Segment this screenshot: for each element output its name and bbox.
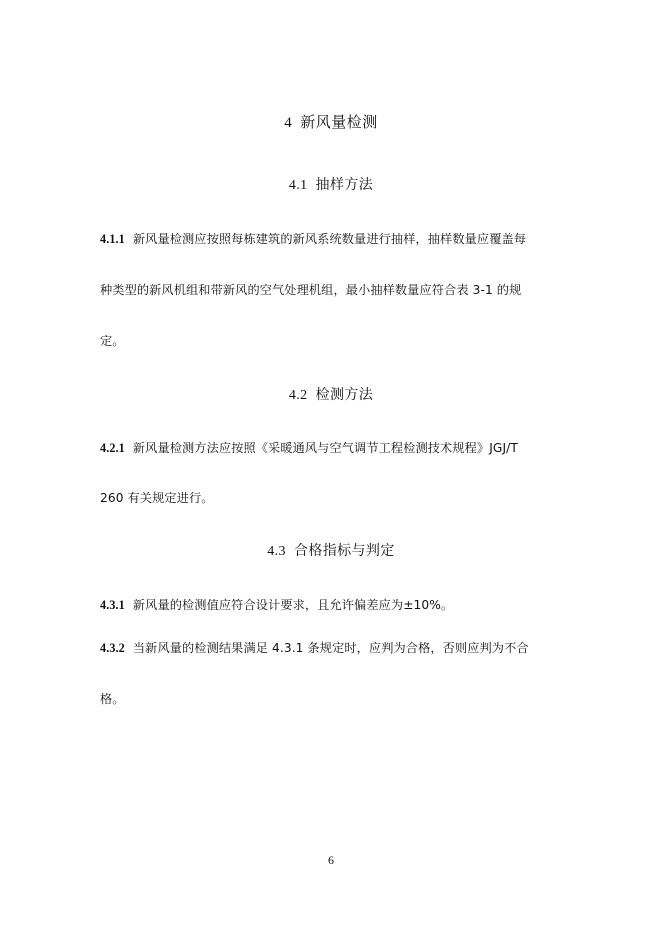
section-title-text: 抽样方法 <box>315 177 374 193</box>
clause-number: 4.2.1 <box>100 441 125 455</box>
clause-number: 4.1.1 <box>100 232 125 246</box>
section-number: 4.2 <box>288 388 308 403</box>
clause-4-1-1-line-2 <box>100 281 562 299</box>
section-title-text: 合格指标与判定 <box>293 543 395 559</box>
clause-text: 260 有关规定进行。 <box>100 491 214 505</box>
clause-4-1-1-line-3 <box>100 332 562 350</box>
section-title-4-1 <box>0 175 662 196</box>
clause-text: 新风量检测应按照每栋建筑的新风系统数量进行抽样，抽样数量应覆盖每 <box>132 232 527 246</box>
chapter-number: 4 <box>284 115 293 131</box>
clause-number: 4.3.2 <box>100 641 125 655</box>
clause-text: 种类型的新风机组和带新风的空气处理机组，最小抽样数量应符合表 3-1 的规 <box>100 283 522 297</box>
clause-4-3-2-line-1 <box>100 639 562 657</box>
chapter-title-text: 新风量检测 <box>300 113 378 131</box>
clause-text: 当新风量的检测结果满足 4.3.1 条规定时，应判为合格，否则应判为不合 <box>132 641 529 655</box>
clause-text: 新风量检测方法应按照《采暖通风与空气调节工程检测技术规程》JGJ/T <box>132 441 518 455</box>
section-title-4-3 <box>0 541 662 562</box>
clause-text: 新风量的检测值应符合设计要求，且允许偏差应为±10%。 <box>132 598 454 612</box>
clause-4-3-1-line-1 <box>100 596 562 614</box>
section-title-text: 检测方法 <box>315 387 374 403</box>
section-number: 4.3 <box>267 544 286 559</box>
clause-number: 4.3.1 <box>100 598 125 612</box>
clause-4-3-2-line-2 <box>100 690 562 708</box>
chapter-title <box>0 112 662 133</box>
page-number: 6 <box>328 853 334 867</box>
clause-4-2-1-line-2 <box>100 489 562 507</box>
clause-text: 定。 <box>100 334 125 348</box>
section-title-4-2 <box>0 385 662 406</box>
clause-4-2-1-line-1 <box>100 439 562 457</box>
clause-text: 格。 <box>100 692 125 706</box>
section-number: 4.1 <box>288 178 308 193</box>
clause-4-1-1-line-1 <box>100 230 562 248</box>
